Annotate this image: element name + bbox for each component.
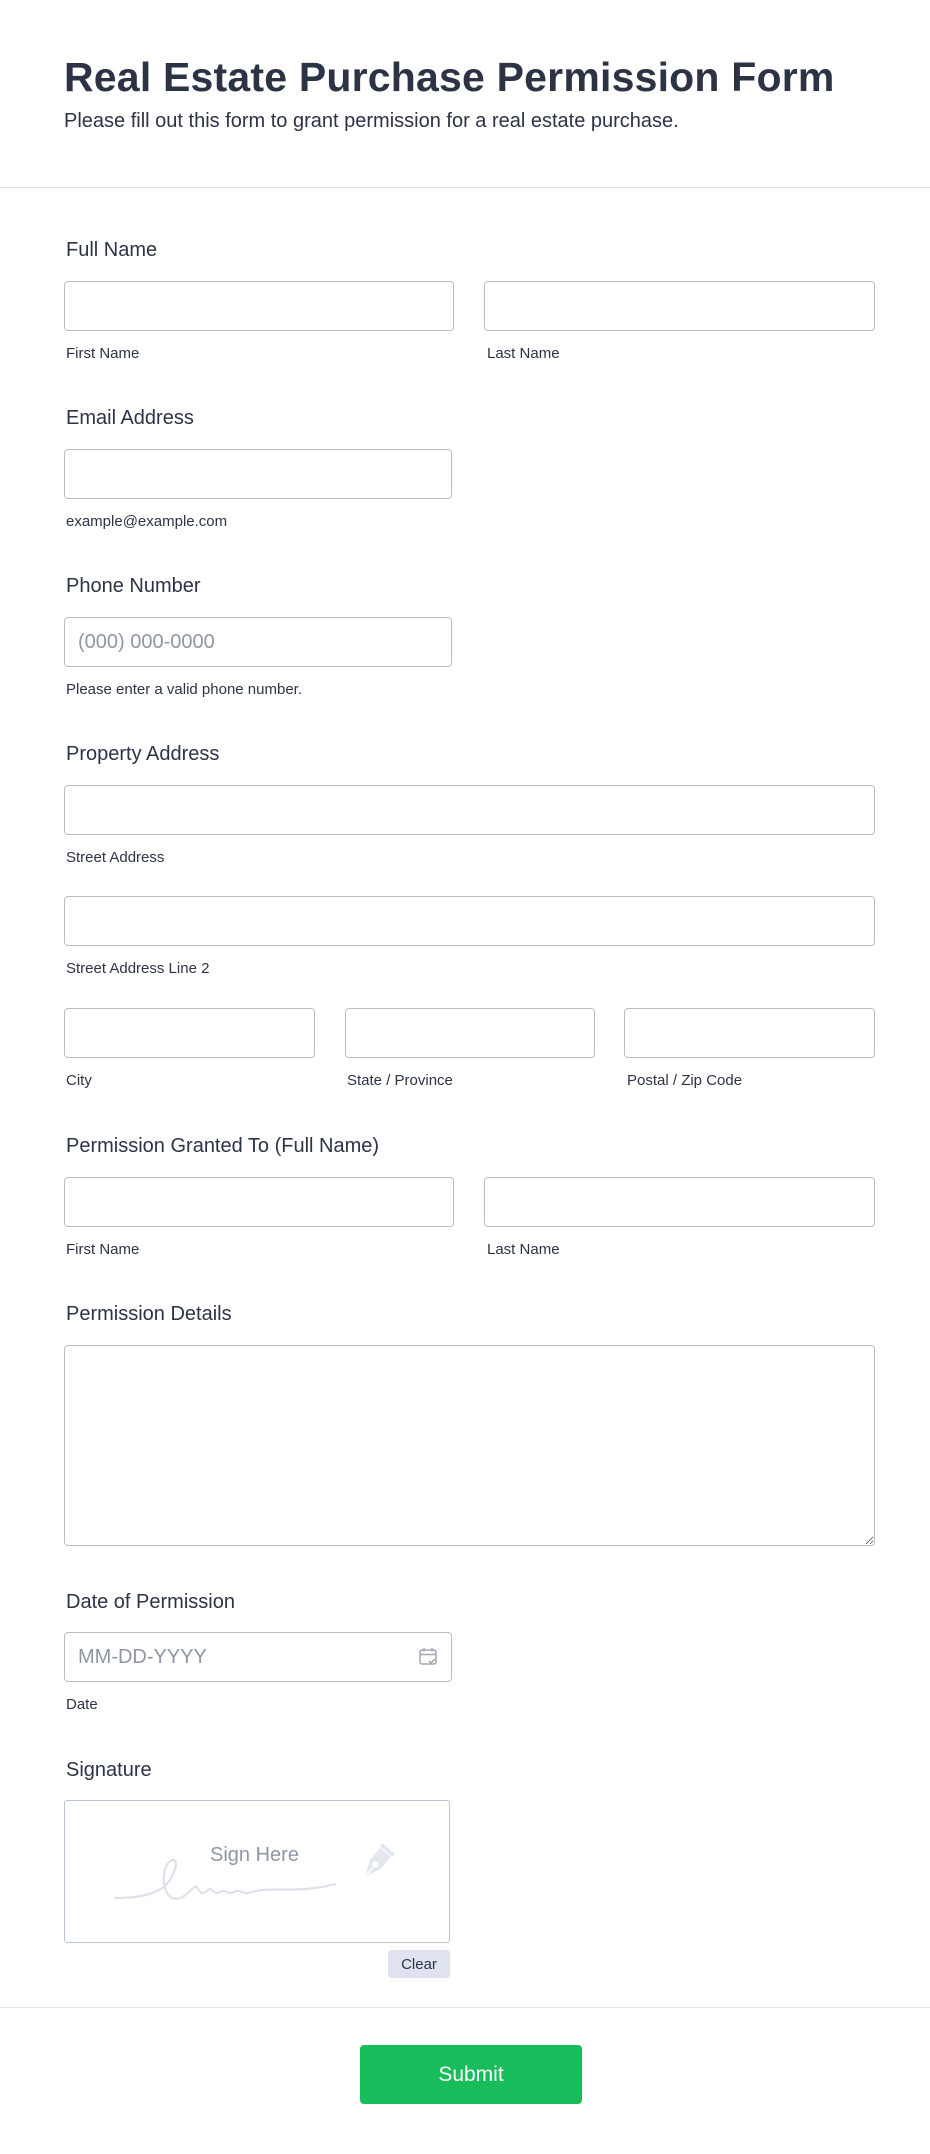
form-title: Real Estate Purchase Permission Form bbox=[64, 54, 835, 100]
full-name-label: Full Name bbox=[66, 239, 158, 261]
date-sublabel: Date bbox=[66, 1696, 98, 1713]
granted-last-name-input[interactable] bbox=[484, 1177, 875, 1227]
details-textarea[interactable] bbox=[64, 1345, 875, 1546]
city-sublabel: City bbox=[66, 1072, 92, 1089]
details-label: Permission Details bbox=[66, 1303, 232, 1325]
granted-to-label: Permission Granted To (Full Name) bbox=[66, 1135, 380, 1157]
calendar-icon[interactable] bbox=[418, 1646, 440, 1668]
street-address-input[interactable] bbox=[64, 785, 875, 835]
signature-label: Signature bbox=[66, 1759, 152, 1781]
form-subtitle: Please fill out this form to grant permission for a real estate purchase. bbox=[64, 110, 679, 132]
granted-first-name-sublabel: First Name bbox=[66, 1241, 140, 1258]
signature-clear-button[interactable]: Clear bbox=[388, 1950, 450, 1978]
granted-last-name-sublabel: Last Name bbox=[487, 1241, 560, 1258]
state-input[interactable] bbox=[345, 1008, 595, 1058]
email-label: Email Address bbox=[66, 407, 194, 429]
last-name-sublabel: Last Name bbox=[487, 345, 560, 362]
state-sublabel: State / Province bbox=[347, 1072, 453, 1089]
form-header bbox=[0, 0, 930, 188]
zip-sublabel: Postal / Zip Code bbox=[627, 1072, 743, 1089]
street-address-line2-input[interactable] bbox=[64, 896, 875, 946]
granted-first-name-input[interactable] bbox=[64, 1177, 454, 1227]
phone-input[interactable] bbox=[64, 617, 452, 667]
phone-sublabel: Please enter a valid phone number. bbox=[66, 681, 302, 698]
last-name-input[interactable] bbox=[484, 281, 875, 331]
footer-divider bbox=[0, 2007, 930, 2008]
street-address-sublabel: Street Address bbox=[66, 849, 165, 866]
street-address-line2-sublabel: Street Address Line 2 bbox=[66, 960, 210, 977]
pen-nib-icon bbox=[350, 1842, 398, 1890]
email-input[interactable] bbox=[64, 449, 452, 499]
email-sublabel: example@example.com bbox=[66, 513, 228, 530]
first-name-sublabel: First Name bbox=[66, 345, 140, 362]
submit-button[interactable]: Submit bbox=[360, 2045, 582, 2104]
date-label: Date of Permission bbox=[66, 1591, 235, 1613]
sign-here-hint: Sign Here bbox=[210, 1844, 299, 1866]
date-input[interactable] bbox=[64, 1632, 452, 1682]
property-address-label: Property Address bbox=[66, 743, 220, 765]
zip-input[interactable] bbox=[624, 1008, 875, 1058]
phone-label: Phone Number bbox=[66, 575, 201, 597]
city-input[interactable] bbox=[64, 1008, 315, 1058]
first-name-input[interactable] bbox=[64, 281, 454, 331]
